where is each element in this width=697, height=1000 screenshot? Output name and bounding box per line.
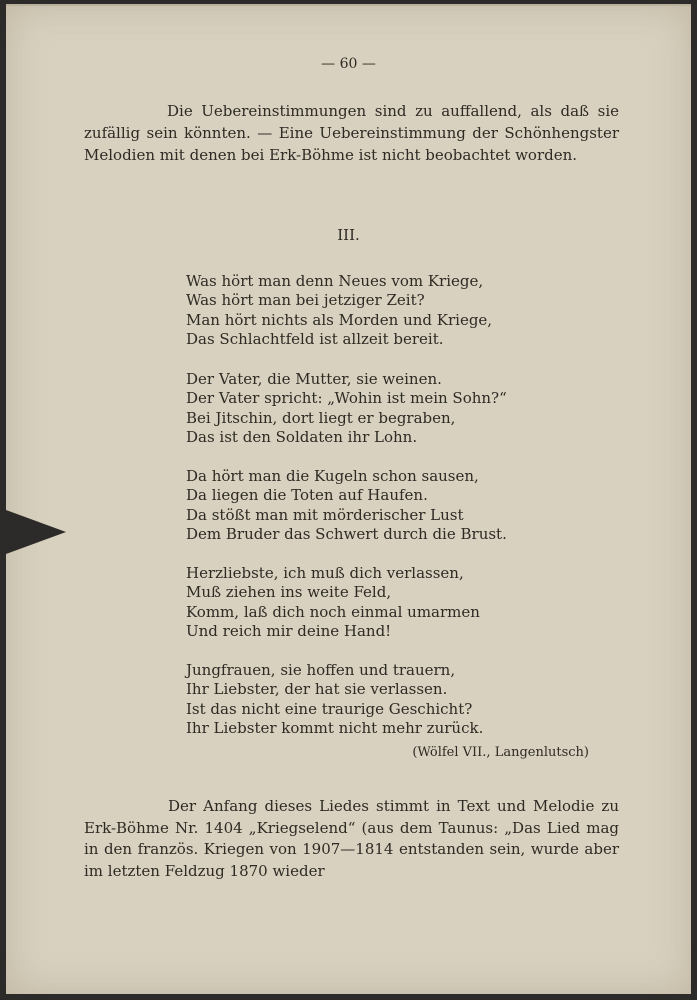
verse-line: Ist das nicht eine traurige Geschicht? (186, 699, 473, 718)
verse-line: Ihr Liebster, der hat sie verlassen. (186, 680, 448, 699)
closing-paragraph-text: Der Anfang dieses Liedes stimmt in Text und Melodie zu Erk-Böhme Nr. 1404 „Kriegselend“ (aus dem Taunus: „Das Lied mag in den französ. Kriegen von 1907—1814 entstanden sein, wurde aber im letzten Feldzug 1870 wieder (84, 797, 619, 880)
stanza-2 (186, 370, 507, 448)
verse-line: Das ist den Soldaten ihr Lohn. (186, 428, 418, 447)
verse-line: Da stößt man mit mörderischer Lust (186, 505, 464, 524)
verse-line: Dem Bruder das Schwert durch die Brust. (186, 525, 507, 544)
verse-line: Da hört man die Kugeln schon sausen, (186, 467, 479, 485)
stanza-5 (186, 661, 483, 739)
source-note: (Wölfel VII., Langenlutsch) (412, 745, 589, 760)
verse-line: Das Schlachtfeld ist allzeit bereit. (186, 330, 444, 349)
verse-line: Herzliebste, ich muß dich verlassen, (186, 564, 464, 582)
verse-line: Bei Jitschin, dort liegt er begraben, (186, 408, 456, 427)
verse-line: Komm, laß dich noch einmal umarmen (186, 602, 480, 621)
stanza-3 (186, 467, 507, 545)
stanza-1 (186, 272, 492, 350)
document-page (6, 4, 691, 994)
verse-line: Muß ziehen ins weite Feld, (186, 583, 392, 602)
intro-paragraph-text: Die Uebereinstimmungen sind zu auffallend, als daß sie zufällig sein könnten. — Eine Uebereinstimmung der Schönhengster Melodien mit denen bei Erk-Böhme ist nicht beobachtet worden. (84, 102, 619, 164)
verse-line: Der Vater, die Mutter, sie weinen. (186, 370, 442, 388)
verse-line: Jungfrauen, sie hoffen und trauern, (186, 661, 456, 679)
page-number: — 60 — (321, 56, 376, 72)
section-numeral: III. (337, 226, 360, 244)
verse-line: Man hört nichts als Morden und Kriege, (186, 310, 493, 329)
intro-paragraph (84, 100, 619, 166)
verse-line: Der Vater spricht: „Wohin ist mein Sohn?“ (186, 389, 507, 408)
verse-line: Da liegen die Toten auf Haufen. (186, 486, 428, 505)
verse-line: Und reich mir deine Hand! (186, 622, 392, 641)
verse-line: Ihr Liebster kommt nicht mehr zurück. (186, 719, 484, 738)
torn-edge-notch (6, 510, 66, 554)
verse-line: Was hört man bei jetziger Zeit? (186, 291, 425, 310)
stanza-4 (186, 564, 480, 642)
page-top-edge (6, 4, 691, 6)
closing-paragraph (84, 796, 619, 882)
verse-line: Was hört man denn Neues vom Kriege, (186, 272, 484, 290)
